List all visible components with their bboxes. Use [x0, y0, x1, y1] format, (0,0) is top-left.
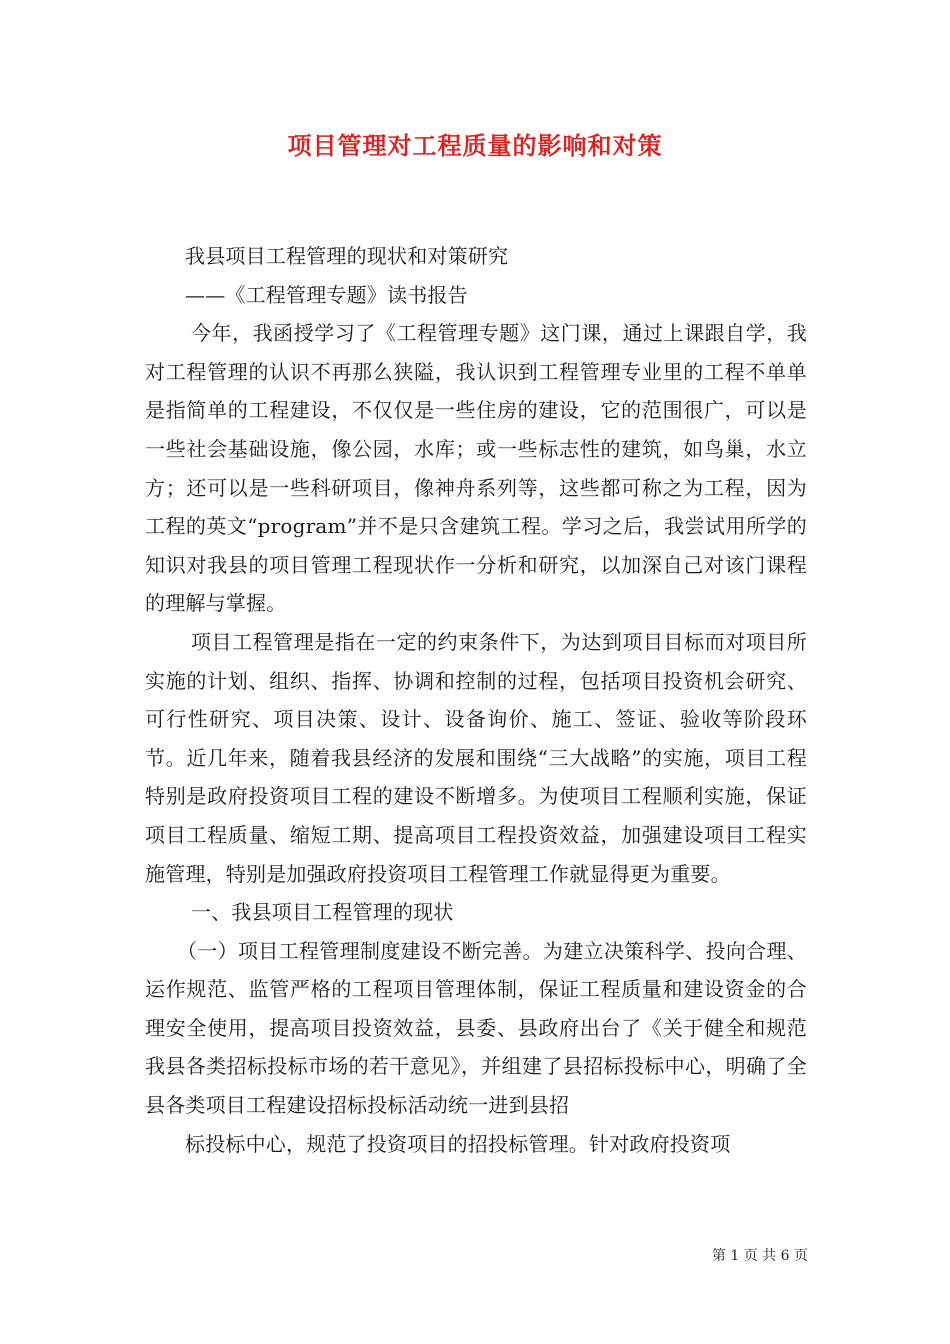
body-paragraph: 项目工程管理是指在一定的约束条件下，为达到项目目标而对项目所实施的计划、组织、指挥、协调和控制的过程，包括项目投资机会研究、可行性研究、项目决策、设计、设备询价、施工、签证、验收等阶段环节。近几年来，随着我县经济的发展和围绕“三大战略”的实施，项目工程特别是政府投资项目工程的建设不断增多。为使项目工程顺利实施，保证项目工程质量、缩短工期、提高项目工程投资效益，加强建设项目工程实施管理，特别是加强政府投资项目工程管理工作就显得更为重要。 [145, 629, 807, 886]
section-heading: 一、我县项目工程管理的现状 [191, 900, 454, 925]
subtitle-dash-line: ——《工程管理专题》读书报告 [185, 282, 468, 307]
document-body [145, 237, 807, 1163]
body-paragraph: 标投标中心，规范了投资项目的招投标管理。针对政府投资项 [185, 1131, 731, 1156]
subtitle-line: 我县项目工程管理的现状和对策研究 [185, 244, 509, 268]
document-title: 项目管理对工程质量的影响和对策 [287, 132, 663, 160]
page-number: 第 1 页 共 6 页 [711, 1248, 808, 1264]
body-paragraph: 今年，我函授学习了《工程管理专题》这门课，通过上课跟自学，我对工程管理的认识不再那么狭隘，我认识到工程管理专业里的工程不单单是指简单的工程建设，不仅仅是一些住房的建设，它的范围很广，可以是一些社会基础设施，像公园，水库；或一些标志性的建筑，如鸟巢，水立方；还可以是一些科研项目，像神舟系列等，这些都可称之为工程，因为工程的英文“program”并不是只含建筑工程。学习之后，我尝试用所学的知识对我县的项目管理工程现状作一分析和研究，以加深自己对该门课程的理解与掌握。 [145, 321, 807, 616]
body-paragraph: （一）项目工程管理制度建设不断完善。为建立决策科学、投向合理、运作规范、监管严格的工程项目管理体制，保证工程质量和建设资金的合理安全使用，提高项目投资效益，县委、县政府出台了《关于健全和规范我县各类招标投标市场的若干意见》，并组建了县招标投标中心，明确了全县各类项目工程建设招标投标活动统一进到县招 [145, 938, 807, 1118]
